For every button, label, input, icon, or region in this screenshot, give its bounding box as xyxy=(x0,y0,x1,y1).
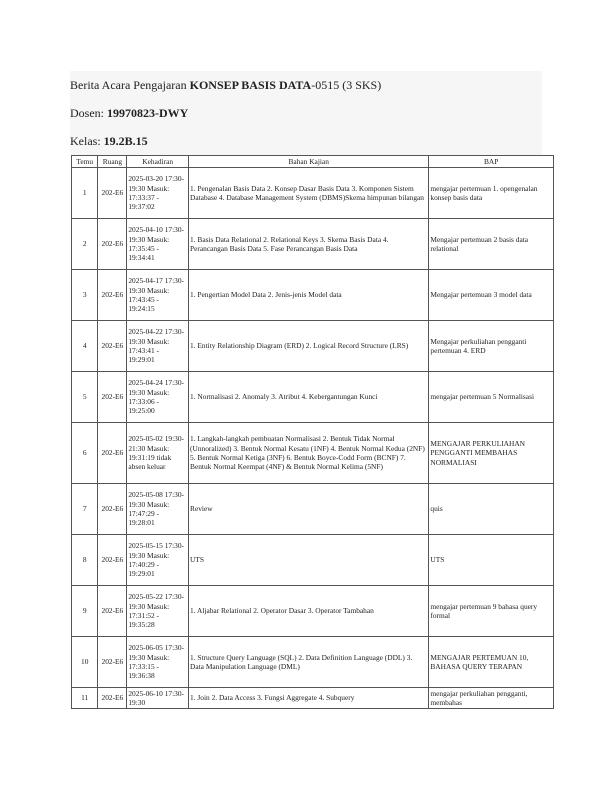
meeting-number: 6 xyxy=(72,423,98,484)
bap-cell: mengajar pertemuan 1. opengenalan konsep basis data xyxy=(429,168,554,219)
meeting-number: 8 xyxy=(72,535,98,586)
table-row xyxy=(72,168,554,219)
meeting-number: 5 xyxy=(72,372,98,423)
room-cell: 202-E6 xyxy=(98,219,127,270)
topic-cell: 1. Langkah-langkah pembuatan Normalisasi 2. Bentuk Tidak Normal (Unnoralized) 3. Bentuk Normal Kesatu (1NF) 4. Bentuk Normal Kedua (2NF) 5. Bentuk Normal Ketiga (3NF) 6. Bentuk Boyce-Codd Form (BCNF) 7. Bentuk Normal Keempat (4NF) & Bentuk Normal Kelima (5NF) xyxy=(189,423,429,484)
report-header xyxy=(70,71,542,155)
topic-cell: 1. Pengertian Model Data 2. Jenis-jenis Model data xyxy=(189,270,429,321)
room-cell: 202-E6 xyxy=(98,484,127,535)
attendance-cell: 2025-05-22 17:30-19:30 Masuk: 17:31:52 - 19:35:28 xyxy=(127,586,189,637)
bap-cell: Mengajar pertemuan 3 model data xyxy=(429,270,554,321)
meeting-number: 4 xyxy=(72,321,98,372)
attendance-cell: 2025-06-10 17:30-19:30 xyxy=(127,688,189,709)
bap-cell: Mengajar pertemuan 2 basis data relational xyxy=(429,219,554,270)
bap-cell: mengajar pertemuan 9 bahasa query formal xyxy=(429,586,554,637)
meeting-number: 11 xyxy=(72,688,98,709)
topic-cell: 1. Entity Relationship Diagram (ERD) 2. Logical Record Structure (LRS) xyxy=(189,321,429,372)
teaching-record-table xyxy=(71,155,554,709)
table-row xyxy=(72,688,554,709)
class-label: Kelas: xyxy=(70,134,101,148)
meeting-number: 2 xyxy=(72,219,98,270)
table-header-row xyxy=(72,156,554,168)
attendance-cell: 2025-05-15 17:30-19:30 Masuk: 17:40:29 - 19:29:01 xyxy=(127,535,189,586)
meeting-number: 10 xyxy=(72,637,98,688)
class-line xyxy=(70,127,542,155)
attendance-cell: 2025-04-24 17:30-19:30 Masuk: 17:33:06 - 19:25:00 xyxy=(127,372,189,423)
attendance-cell: 2025-05-02 19:30-21:30 Masuk: 19:31:19 tidak absen keluar xyxy=(127,423,189,484)
bap-cell: quis xyxy=(429,484,554,535)
topic-cell: 1. Structure Query Language (SQL) 2. Data Definition Language (DDL) 3. Data Manipulation Language (DML) xyxy=(189,637,429,688)
room-cell: 202-E6 xyxy=(98,321,127,372)
table-row xyxy=(72,423,554,484)
attendance-cell: 2025-04-17 17:30-19:30 Masuk: 17:43:45 - 19:24:15 xyxy=(127,270,189,321)
course-name: KONSEP BASIS DATA xyxy=(189,78,312,92)
title-prefix: Berita Acara Pengajaran xyxy=(70,78,187,92)
header-bap: BAP xyxy=(429,156,554,168)
table-row xyxy=(72,586,554,637)
table-row xyxy=(72,270,554,321)
attendance-cell: 2025-04-22 17:30-19:30 Masuk: 17:43:41 - 19:29:01 xyxy=(127,321,189,372)
bap-cell: mengajar pertemuan 5 Normalisasi xyxy=(429,372,554,423)
header-attendance: Kehadiran xyxy=(127,156,189,168)
lecturer-line xyxy=(70,99,542,127)
room-cell: 202-E6 xyxy=(98,372,127,423)
table-row xyxy=(72,535,554,586)
room-cell: 202-E6 xyxy=(98,423,127,484)
class-value: 19.2B.15 xyxy=(103,134,148,148)
meeting-number: 1 xyxy=(72,168,98,219)
topic-cell: 1. Basis Data Relational 2. Relational Keys 3. Skema Basis Data 4. Perancangan Basis Data 5. Fase Perancangan Basis Data xyxy=(189,219,429,270)
lecturer-label: Dosen: xyxy=(70,106,104,120)
meeting-number: 7 xyxy=(72,484,98,535)
topic-cell: 1. Pengenalan Basis Data 2. Konsep Dasar Basis Data 3. Komponen Sistem Database 4. Database Management System (DBMS)Skema himpunan bilangan xyxy=(189,168,429,219)
topic-cell: 1. Normalisasi 2. Anomaly 3. Atribut 4. Kebergantungan Kunci xyxy=(189,372,429,423)
attendance-cell: 2025-05-08 17:30-19:30 Masuk: 17:47:29 - 19:28:01 xyxy=(127,484,189,535)
bap-cell: MENGAJAR PERTEMUAN 10, BAHASA QUERY TERAPAN xyxy=(429,637,554,688)
table-row xyxy=(72,372,554,423)
header-room: Ruang xyxy=(98,156,127,168)
meeting-number: 9 xyxy=(72,586,98,637)
bap-cell: MENGAJAR PERKULIAHAN PENGGANTI MEMBAHAS NORMALIASI xyxy=(429,423,554,484)
attendance-cell: 2025-06-05 17:30-19:30 Masuk: 17:33:15 - 19:36:38 xyxy=(127,637,189,688)
header-topic: Bahan Kajian xyxy=(189,156,429,168)
topic-cell: UTS xyxy=(189,535,429,586)
room-cell: 202-E6 xyxy=(98,168,127,219)
room-cell: 202-E6 xyxy=(98,535,127,586)
table-row xyxy=(72,321,554,372)
bap-cell: UTS xyxy=(429,535,554,586)
topic-cell: Review xyxy=(189,484,429,535)
room-cell: 202-E6 xyxy=(98,270,127,321)
attendance-cell: 2025-04-10 17:30-19:30 Masuk: 17:35:45 - 19:34:41 xyxy=(127,219,189,270)
table-row xyxy=(72,637,554,688)
room-cell: 202-E6 xyxy=(98,586,127,637)
report-title xyxy=(70,71,542,99)
bap-cell: Mengajar perkuliahan pengganti pertemuan 4. ERD xyxy=(429,321,554,372)
table-row xyxy=(72,219,554,270)
meeting-number: 3 xyxy=(72,270,98,321)
bap-cell: mengajar perkuliahan pengganti, membahas xyxy=(429,688,554,709)
table-row xyxy=(72,484,554,535)
topic-cell: 1. Aljabar Relational 2. Operator Dasar 3. Operator Tambahan xyxy=(189,586,429,637)
topic-cell: 1. Join 2. Data Access 3. Fungsi Aggregate 4. Subquery xyxy=(189,688,429,709)
attendance-cell: 2025-03-20 17:30-19:30 Masuk: 17:33:37 - 19:37:02 xyxy=(127,168,189,219)
course-suffix: -0515 (3 SKS) xyxy=(311,78,382,92)
header-meeting: Temu xyxy=(72,156,98,168)
room-cell: 202-E6 xyxy=(98,637,127,688)
lecturer-value: 19970823-DWY xyxy=(107,106,189,120)
room-cell: 202-E6 xyxy=(98,688,127,709)
